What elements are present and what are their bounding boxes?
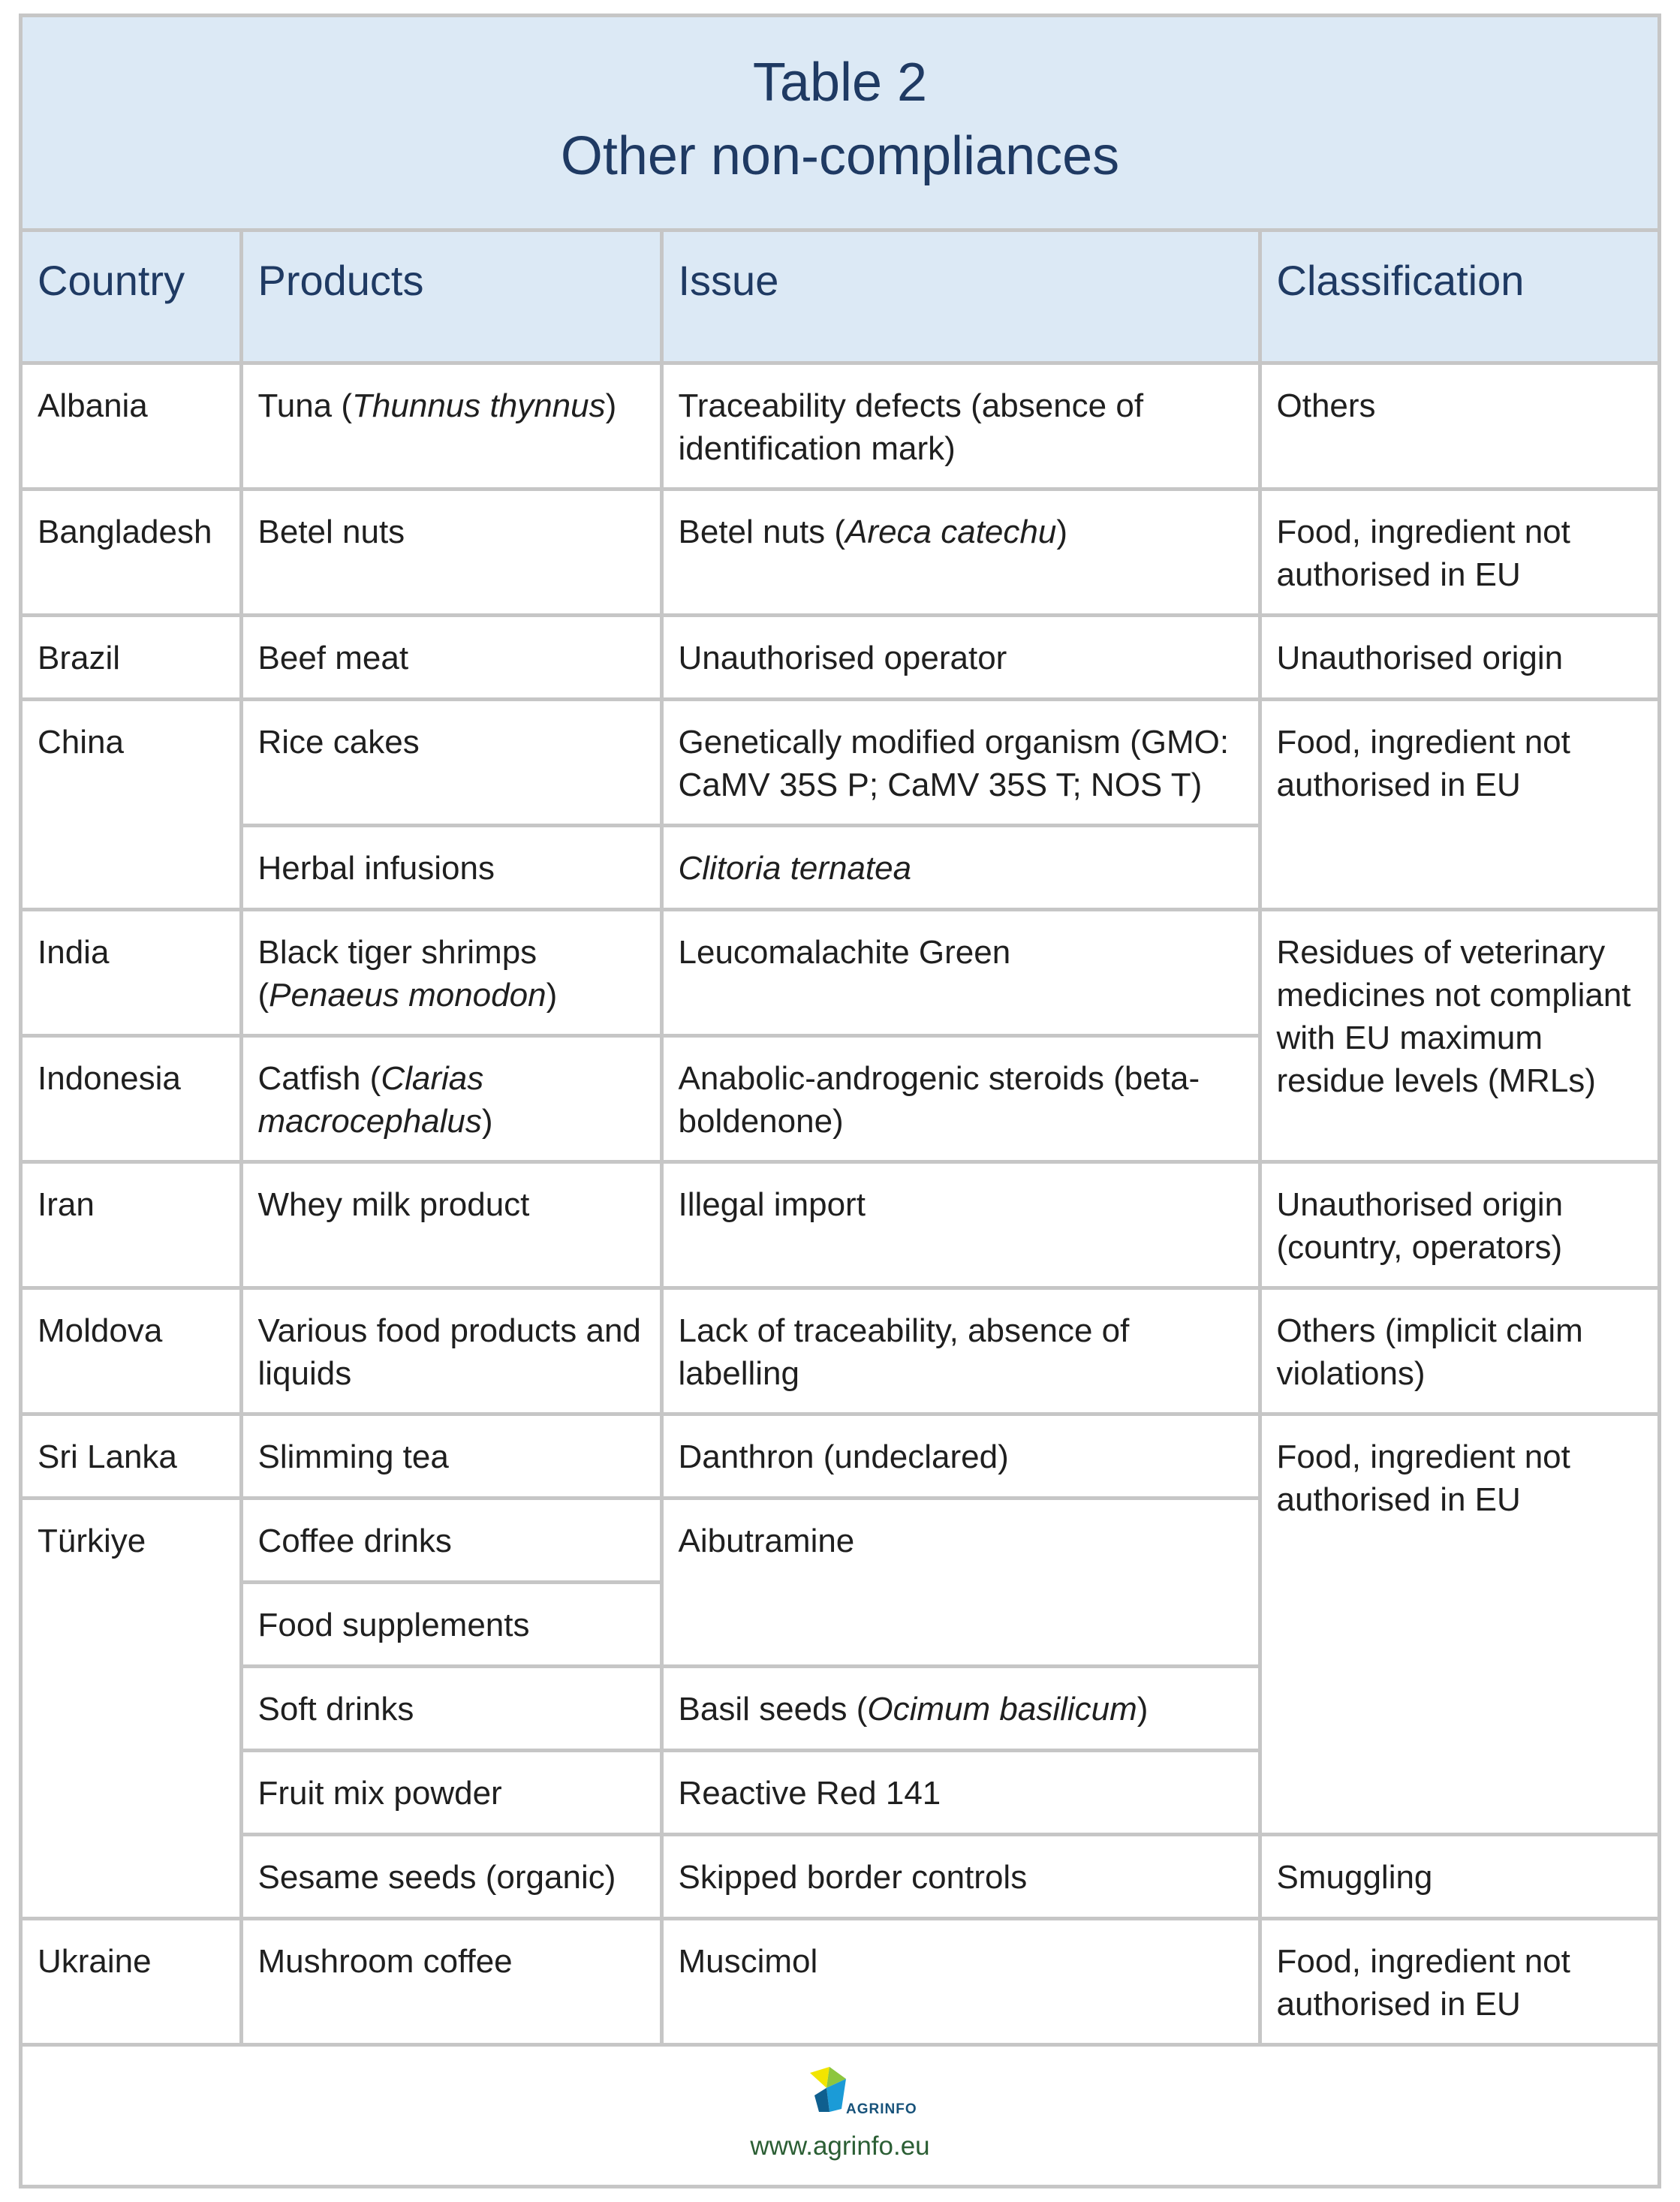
product-text: Catfish ( — [257, 1059, 381, 1097]
product-cell: Beef meat — [241, 615, 661, 699]
product-cell: Rice cakes — [241, 699, 661, 825]
header-row — [23, 232, 1657, 363]
issue-cell: Muscimol — [661, 1918, 1260, 2044]
classification-cell: Unauthorised origin (country, operators) — [1260, 1161, 1657, 1288]
product-text-end: ) — [546, 976, 558, 1014]
classification-cell: Food, ingredient not authorised in EU — [1260, 1918, 1657, 2044]
issue-text-end: ) — [1137, 1690, 1149, 1728]
table-row — [23, 1834, 1657, 1918]
non-compliances-table — [23, 232, 1657, 2047]
species-name: Penaeus monodon — [269, 976, 546, 1014]
issue-text: Betel nuts ( — [678, 513, 846, 550]
issue-cell: Anabolic-androgenic steroids (beta-boldenone) — [661, 1035, 1260, 1161]
table-row — [23, 1414, 1657, 1498]
issue-cell: Aibutramine — [661, 1498, 1260, 1666]
header-country: Country — [23, 232, 241, 363]
classification-cell: Food, ingredient not authorised in EU — [1260, 1414, 1657, 1834]
product-cell — [241, 909, 661, 1035]
issue-cell — [661, 1666, 1260, 1750]
issue-cell: Illegal import — [661, 1161, 1260, 1288]
product-cell: Soft drinks — [241, 1666, 661, 1750]
product-cell: Various food products and liquids — [241, 1288, 661, 1414]
product-cell: Food supplements — [241, 1582, 661, 1666]
product-cell — [241, 1035, 661, 1161]
product-text-end: ) — [481, 1102, 493, 1140]
issue-text: Basil seeds ( — [678, 1690, 868, 1728]
country-cell: India — [23, 909, 241, 1035]
table-row — [23, 699, 1657, 825]
header-issue: Issue — [661, 232, 1260, 363]
country-cell: Bangladesh — [23, 489, 241, 615]
logo-wordmark: AGRINFO — [846, 2101, 917, 2117]
issue-cell — [661, 825, 1260, 909]
country-cell: Türkiye — [23, 1498, 241, 1918]
classification-cell: Unauthorised origin — [1260, 615, 1657, 699]
classification-cell: Residues of veterinary medicines not compliant with EU maximum residue levels (MRLs) — [1260, 909, 1657, 1161]
issue-cell: Reactive Red 141 — [661, 1750, 1260, 1834]
classification-cell: Food, ingredient not authorised in EU — [1260, 699, 1657, 909]
classification-cell: Food, ingredient not authorised in EU — [1260, 489, 1657, 615]
issue-cell: Traceability defects (absence of identification mark) — [661, 363, 1260, 489]
table-title: Other non-compliances — [560, 126, 1120, 186]
country-cell: Indonesia — [23, 1035, 241, 1161]
product-cell: Whey milk product — [241, 1161, 661, 1288]
species-name: Ocimum basilicum — [867, 1690, 1137, 1728]
title-band — [23, 17, 1657, 232]
header-products: Products — [241, 232, 661, 363]
issue-cell: Danthron (undeclared) — [661, 1414, 1260, 1498]
issue-cell: Skipped border controls — [661, 1834, 1260, 1918]
product-text: Black tiger shrimps ( — [257, 933, 537, 1014]
product-cell: Fruit mix powder — [241, 1750, 661, 1834]
table-row — [23, 489, 1657, 615]
classification-cell: Others — [1260, 363, 1657, 489]
table-row — [23, 909, 1657, 1035]
classification-cell: Smuggling — [1260, 1834, 1657, 1918]
product-text-end: ) — [605, 387, 617, 424]
country-cell: Brazil — [23, 615, 241, 699]
species-name: Clitoria ternatea — [678, 849, 912, 887]
footer — [23, 2043, 1657, 2185]
country-cell: Sri Lanka — [23, 1414, 241, 1498]
product-cell: Betel nuts — [241, 489, 661, 615]
product-cell: Herbal infusions — [241, 825, 661, 909]
species-name: Thunnus thynnus — [352, 387, 606, 424]
country-cell: China — [23, 699, 241, 909]
table-row — [23, 1288, 1657, 1414]
product-cell: Sesame seeds (organic) — [241, 1834, 661, 1918]
table-row — [23, 363, 1657, 489]
issue-cell: Genetically modified organism (GMO: CaMV 35S P; CaMV 35S T; NOS T) — [661, 699, 1260, 825]
issue-text-end: ) — [1056, 513, 1067, 550]
table-frame — [19, 14, 1661, 2188]
product-cell — [241, 363, 661, 489]
table-row — [23, 1161, 1657, 1288]
table-number: Table 2 — [752, 53, 928, 113]
issue-cell: Leucomalachite Green — [661, 909, 1260, 1035]
issue-cell: Lack of traceability, absence of labelling — [661, 1288, 1260, 1414]
table-row — [23, 1918, 1657, 2044]
product-cell: Coffee drinks — [241, 1498, 661, 1582]
issue-cell — [661, 489, 1260, 615]
country-cell: Ukraine — [23, 1918, 241, 2044]
product-text: Tuna ( — [257, 387, 353, 424]
table-row — [23, 615, 1657, 699]
header-classification: Classification — [1260, 232, 1657, 363]
website-link[interactable]: www.agrinfo.eu — [750, 2131, 930, 2161]
country-cell: Albania — [23, 363, 241, 489]
country-cell: Iran — [23, 1161, 241, 1288]
product-cell: Slimming tea — [241, 1414, 661, 1498]
issue-cell: Unauthorised operator — [661, 615, 1260, 699]
classification-cell: Others (implicit claim violations) — [1260, 1288, 1657, 1414]
species-name: Areca catechu — [845, 513, 1057, 550]
species-name: Clarias macrocephalus — [257, 1059, 484, 1140]
country-cell: Moldova — [23, 1288, 241, 1414]
product-cell: Mushroom coffee — [241, 1918, 661, 2044]
